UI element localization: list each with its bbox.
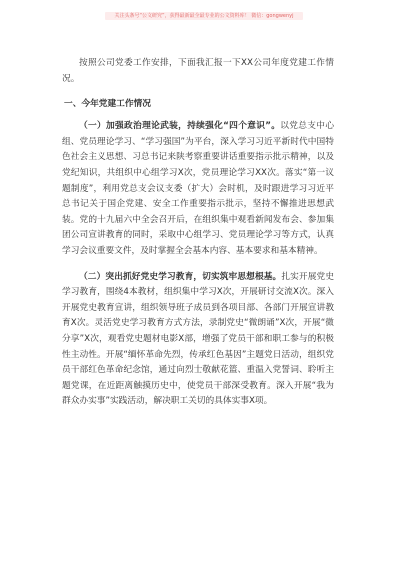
document-body bbox=[62, 56, 334, 420]
paragraph-lead-2: （二）突出抓好党史学习教育，切实筑牢思想根基。 bbox=[79, 271, 282, 282]
header-banner bbox=[0, 12, 408, 22]
intro-paragraph: 按照公司党委工作安排，下面我汇报一下XX公司年度党建工作情况。 bbox=[62, 58, 334, 84]
paragraph-lead-1: （一）加强政治理论武装，持续强化“四个意识”。 bbox=[79, 121, 281, 132]
paragraph-body-1: 以党总支中心组、党员理论学习、“学习强国”为平台，深入学习习近平新时代中国特色社会主义思想、习总书记来陕考察重要讲话重要指示批示精神，以及党纪知识，共组织中心组学习X次，党员理论学习XX次。落实“第一议题制度”，利用党总支会议支委（扩大）会时机，及时跟进学习习近平总书记关于国企党建、安全工作重要指示批示，坚持不懈推进思想武装。党的十九届六中全会召开后，在组织集中观看新闻发布会、参加集团公司宣讲教育的同时，采取中心组学习、党员理论学习等方式，认真学习会议重要文件，及时掌握全会基本内容、基本要求和基本精神。 bbox=[62, 121, 335, 256]
paragraph-body-2: 扎实开展党史学习教育，围绕4本教材，组织集中学习X次，开展研讨交流X次。深入开展党史教育宣讲，组织领导班子成员到各项目部、各部门开展宣讲教育X次。灵活党史学习教育方式方法，录制党史“微朗诵”X次，开展“微分享”X次，观看党史题材电影X部，增强了党员干部和职工参与的积极性主动性。开展“缅怀革命先烈，传承红色基因”主题党日活动，组织党员干部红色革命纪念馆，通过向烈士敬献花篮、重温入党誓词、聆听主题党课，在近距离触摸历史中，使党员干部深受教育。深入开展“我为群众办实事”实践活动，解决职工关切的具体实事X项。 bbox=[62, 271, 334, 407]
section-paragraph-2 bbox=[62, 270, 334, 410]
banner-text[interactable]: 关注头条号“公文研究”，获得最新最全最专业的公文资料库！ 微信：gongwenyj bbox=[105, 12, 303, 20]
section-heading: 一、今年党建工作情况 bbox=[64, 99, 151, 110]
section-paragraph-1 bbox=[62, 119, 334, 259]
